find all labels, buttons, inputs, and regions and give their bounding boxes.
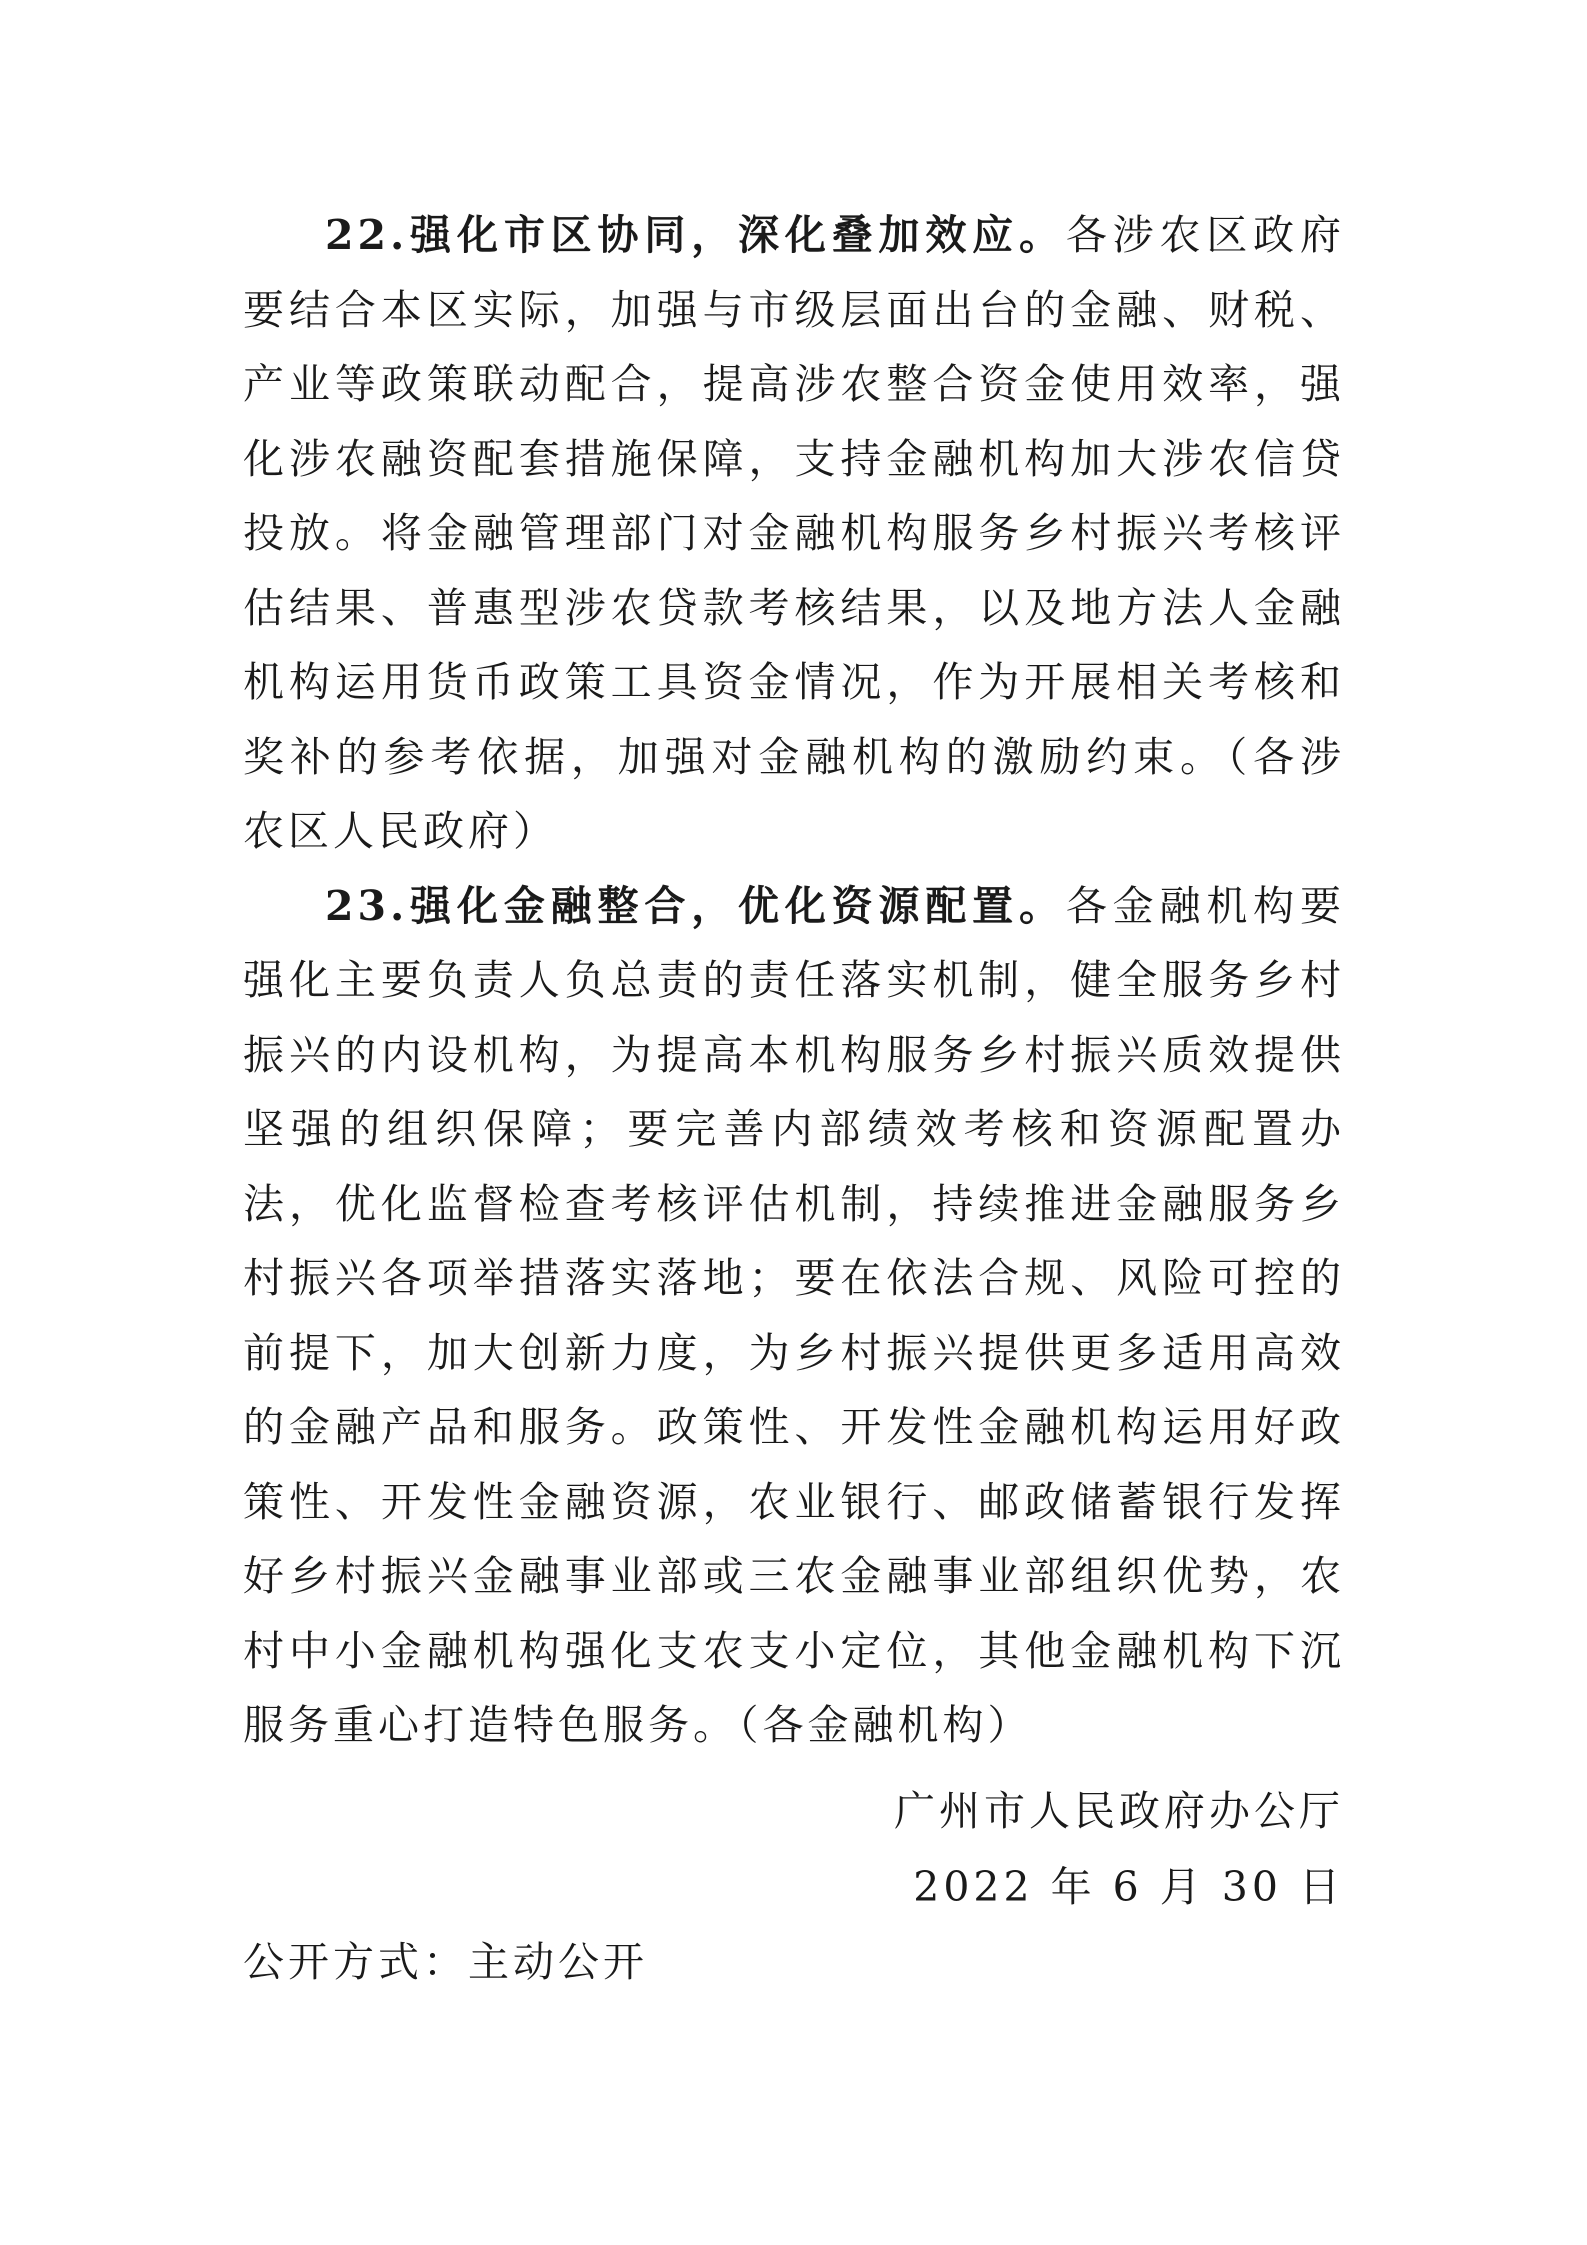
paragraph-23-heading: 23.强化金融整合，优化资源配置。 [325,881,1066,930]
signature-organization: 广州市人民政府办公厅 [894,1787,1344,1835]
paragraph-23 [243,869,1345,1763]
paragraph-22-text: 各涉农区政府要结合本区实际，加强与市级层面出台的金融、财税、产业等政策联动配合，提高涉农整合资金使用效率，强化涉农融资配套措施保障，支持金融机构加大涉农信贷投放。将金融管理部门对金融机构服务乡村振兴考核评估结果、普惠型涉农贷款考核结果，以及地方法人金融机构运用货币政策工具资金情况，作为开展相关考核和奖补的参考依据，加强对金融机构的激励约束。（各涉农区人民政府） [243,211,1346,855]
document-body [243,198,1345,1763]
paragraph-23-text: 各金融机构要强化主要负责人负总责的责任落实机制，健全服务乡村振兴的内设机构，为提高本机构服务乡村振兴质效提供坚强的组织保障；要完善内部绩效考核和资源配置办法，优化监督检查考核评估机制，持续推进金融服务乡村振兴各项举措落实落地；要在依法合规、风险可控的前提下，加大创新力度，为乡村振兴提供更多适用高效的金融产品和服务。政策性、开发性金融机构运用好政策性、开发性金融资源，农业银行、邮政储蓄银行发挥好乡村振兴金融事业部或三农金融事业部组织优势，农村中小金融机构强化支农支小定位，其他金融机构下沉服务重心打造特色服务。（各金融机构） [243,881,1346,1749]
signature-date: 2022 年 6 月 30 日 [913,1863,1344,1911]
paragraph-22-heading: 22.强化市区协同，深化叠加效应。 [325,211,1066,259]
paragraph-22 [243,198,1345,869]
disclosure-method: 公开方式：主动公开 [243,1938,648,1986]
